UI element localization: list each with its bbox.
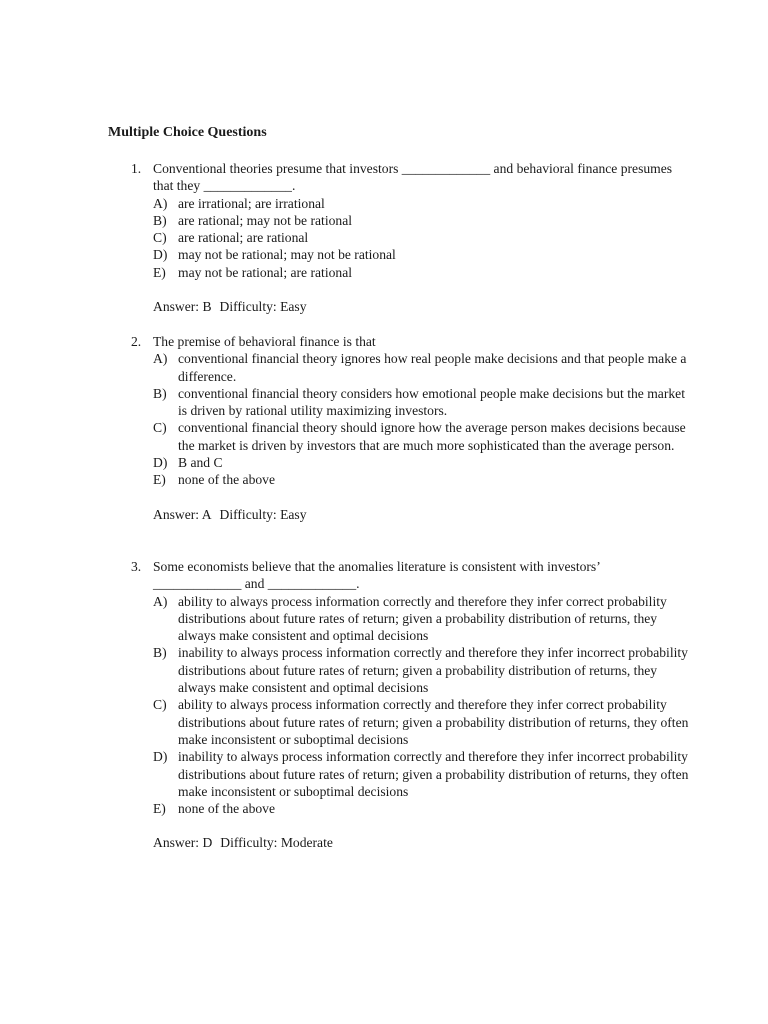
option-text: are rational; are rational (178, 230, 309, 246)
option-letter: D) (153, 247, 168, 263)
option-letter: C) (153, 697, 167, 713)
answer-label: Answer: A (153, 506, 212, 522)
question-2 (131, 333, 691, 523)
option-text: none of the above (178, 801, 276, 817)
option-letter: C) (153, 420, 167, 436)
answer-line (153, 298, 691, 315)
option-letter: D) (153, 749, 168, 765)
answer-options (153, 593, 691, 818)
difficulty-label: Difficulty: Moderate (220, 835, 333, 851)
question-text: Some economists believe that the anomalies literature is consistent with investors’ _____________ and _____________. (153, 559, 600, 592)
option-b (153, 644, 691, 696)
option-text: may not be rational; may not be rational (178, 247, 396, 263)
answer-options (153, 350, 691, 488)
option-e (153, 800, 691, 817)
question-number: 2. (131, 334, 142, 349)
option-letter: B) (153, 212, 167, 228)
option-letter: A) (153, 593, 168, 609)
option-letter: E) (153, 801, 166, 817)
option-text: inability to always process information correctly and therefore they infer incorrect probability distributions about future rates of return; given a probability distribution of returns, they often make inconsistent or suboptimal decisions (178, 749, 689, 799)
option-letter: E) (153, 472, 166, 488)
option-c (153, 229, 691, 246)
option-text: ability to always process information correctly and therefore they infer correct probability distributions about future rates of return; given a probability distribution of returns, they always make consistent and optimal decisions (178, 593, 667, 644)
option-a (153, 195, 691, 212)
option-d (153, 454, 691, 471)
option-text: are rational; may not be rational (178, 212, 353, 228)
option-letter: B) (153, 645, 167, 661)
option-text: B and C (178, 455, 223, 471)
option-text: ability to always process information correctly and therefore they infer correct probability distributions about future rates of return; given a probability distribution of returns, they often make inconsistent or suboptimal decisions (178, 697, 689, 747)
option-e (153, 471, 691, 488)
section-title: Multiple Choice Questions (108, 125, 267, 140)
option-text: conventional financial theory should ignore how the average person makes decisions because the market is driven by investors that are much more sophisticated than the average person. (178, 420, 686, 453)
option-letter: A) (153, 195, 168, 211)
option-text: are irrational; are irrational (178, 195, 325, 211)
option-letter: B) (153, 385, 167, 401)
question-number: 1. (131, 161, 142, 176)
question-3 (131, 558, 691, 852)
difficulty-label: Difficulty: Easy (219, 299, 307, 315)
option-b (153, 385, 691, 420)
option-b (153, 212, 691, 229)
answer-options (153, 195, 691, 281)
option-letter: A) (153, 351, 168, 367)
answer-label: Answer: B (153, 299, 212, 315)
option-a (153, 593, 691, 645)
difficulty-label: Difficulty: Easy (219, 506, 307, 522)
option-c (153, 419, 691, 454)
option-text: none of the above (178, 472, 276, 488)
option-d (153, 748, 691, 800)
question-number: 3. (131, 559, 142, 574)
answer-label: Answer: D (153, 835, 213, 851)
option-text: inability to always process information correctly and therefore they infer incorrect probability distributions about future rates of return; given a probability distribution of returns, they always make consistent and optimal decisions (178, 645, 688, 696)
option-c (153, 696, 691, 748)
answer-line (153, 506, 691, 523)
option-letter: E) (153, 264, 166, 280)
question-text: The premise of behavioral finance is that (153, 334, 376, 349)
question-text: Conventional theories presume that investors _____________ and behavioral finance presumes that they _____________. (153, 161, 673, 194)
question-1 (131, 160, 691, 315)
option-text: may not be rational; are rational (178, 264, 353, 280)
option-letter: D) (153, 455, 168, 471)
option-letter: C) (153, 230, 167, 246)
option-e (153, 264, 691, 281)
option-text: conventional financial theory ignores how real people make decisions and that people make a difference. (178, 351, 687, 384)
option-a (153, 350, 691, 385)
option-d (153, 246, 691, 263)
answer-line (153, 834, 691, 851)
option-text: conventional financial theory considers how emotional people make decisions but the market is driven by rational utility maximizing investors. (178, 385, 685, 419)
